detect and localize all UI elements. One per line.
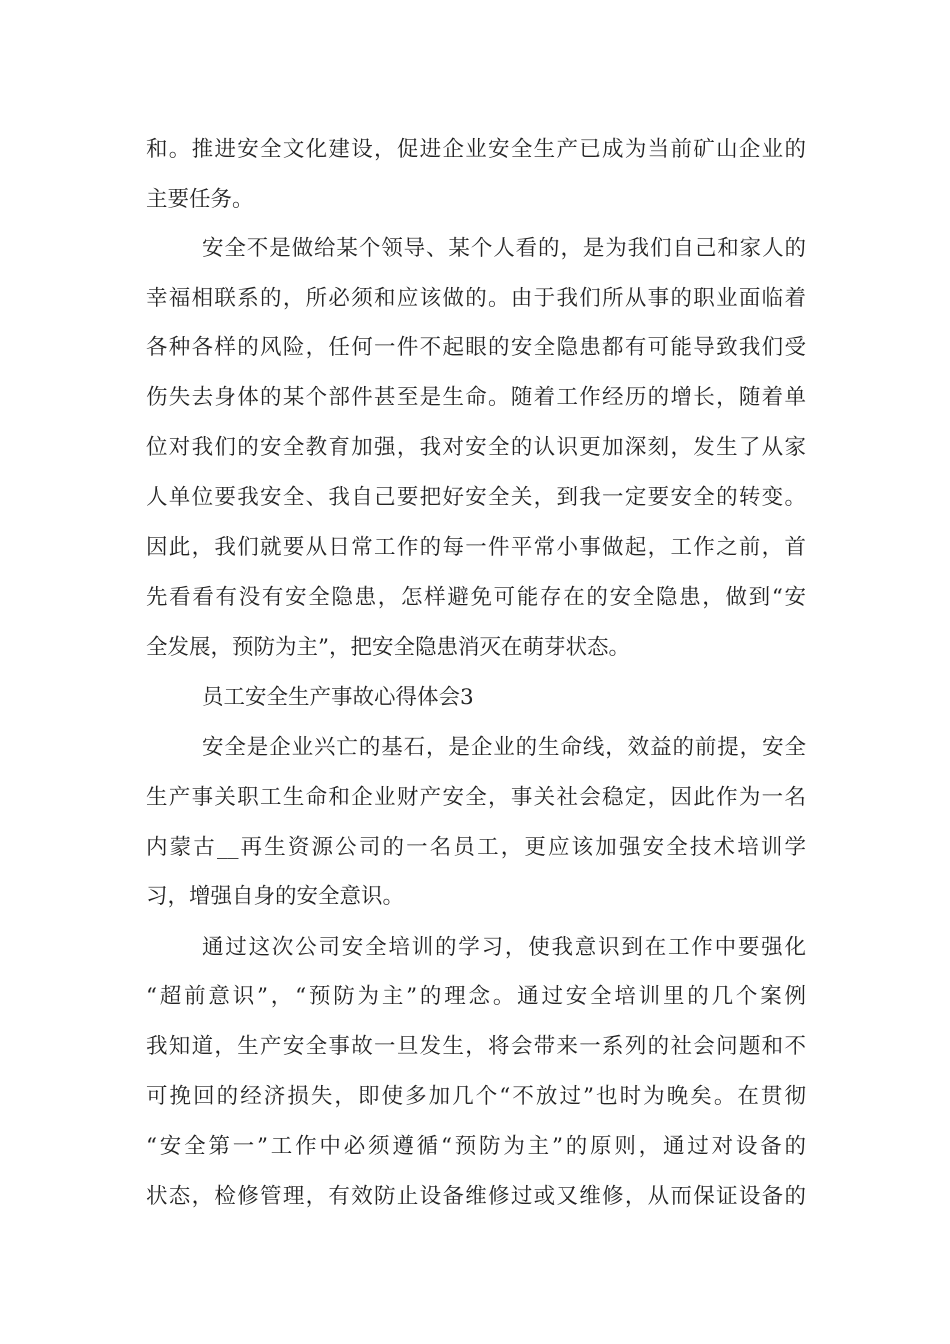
text-line: 通过这次公司安全培训的学习，使我意识到在工作中要强化 bbox=[202, 935, 806, 960]
text-line: 主要任务。 bbox=[146, 187, 254, 212]
text-line: 因此，我们就要从日常工作的每一件平常小事做起，工作之前，首 bbox=[146, 535, 806, 560]
text-line: 和。推进安全文化建设，促进企业安全生产已成为当前矿山企业的 bbox=[146, 137, 806, 162]
text-line: 我知道，生产安全事故一旦发生，将会带来一系列的社会问题和不 bbox=[146, 1034, 806, 1059]
text-line: 习，增强自身的安全意识。 bbox=[146, 884, 405, 909]
text-line: 安全不是做给某个领导、某个人看的，是为我们自己和家人的 bbox=[202, 236, 806, 261]
text-line: 生产事关职工生命和企业财产安全，事关社会稳定，因此作为一名 bbox=[146, 785, 806, 810]
text-line: 全发展，预防为主”，把安全隐患消灭在萌芽状态。 bbox=[146, 635, 630, 660]
section-heading: 员工安全生产事故心得体会3 bbox=[202, 685, 474, 710]
text-line: 伤失去身体的某个部件甚至是生命。随着工作经历的增长，随着单 bbox=[146, 385, 806, 410]
text-line: 幸福相联系的，所必须和应该做的。由于我们所从事的职业面临着 bbox=[146, 286, 806, 311]
text-line: “超前意识”，“预防为主”的理念。通过安全培训里的几个案例 bbox=[146, 984, 806, 1009]
text-line: 内蒙古__再生资源公司的一名员工，更应该加强安全技术培训学 bbox=[146, 835, 806, 860]
text-line: 可挽回的经济损失，即使多加几个“不放过”也时为晚矣。在贯彻 bbox=[146, 1084, 806, 1109]
text-line: “安全第一”工作中必须遵循“预防为主”的原则，通过对设备的 bbox=[146, 1134, 806, 1159]
text-line: 人单位要我安全、我自己要把好安全关，到我一定要安全的转变。 bbox=[146, 485, 806, 510]
text-line: 各种各样的风险，任何一件不起眼的安全隐患都有可能导致我们受 bbox=[146, 335, 806, 360]
text-line: 先看看有没有安全隐患，怎样避免可能存在的安全隐患，做到“安 bbox=[146, 585, 806, 610]
text-line: 位对我们的安全教育加强，我对安全的认识更加深刻，发生了从家 bbox=[146, 435, 806, 460]
text-line: 安全是企业兴亡的基石，是企业的生命线，效益的前提，安全 bbox=[202, 735, 806, 760]
text-line: 状态，检修管理，有效防止设备维修过或又维修，从而保证设备的 bbox=[146, 1184, 806, 1209]
